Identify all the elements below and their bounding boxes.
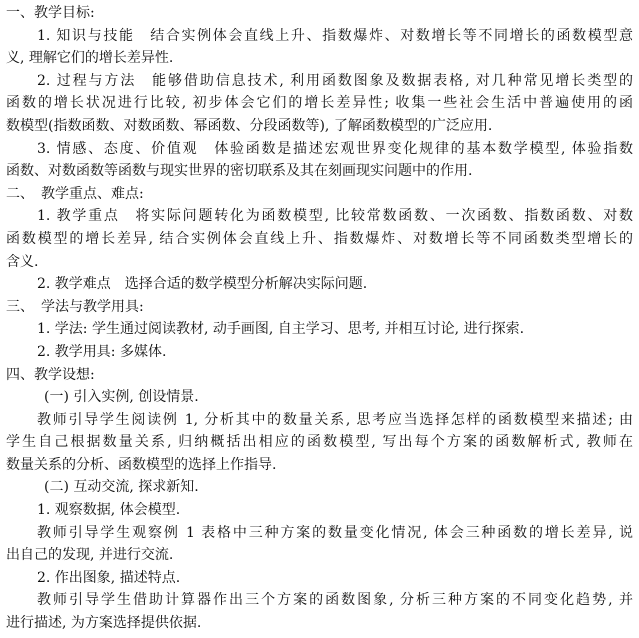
subsection-heading: (一) 引入实例, 创设情景. [44, 389, 199, 406]
paragraph-line: 含义. [6, 253, 39, 270]
section-heading-objectives: 一、教学目标: [6, 5, 95, 21]
paragraph-line: 教师引导学生阅读例 1, 分析其中的数量关系, 思考应当选择怎样的函数模型来描述; 由 [37, 411, 633, 428]
paragraph-line: 函数、对数函数等函数与现实世界的密切联系及其在刻画现实问题中的作用. [6, 163, 473, 180]
paragraph-line: 2. 过程与方法 能够借助信息技术, 利用函数图象及数据表格, 对几种常见增长类型的 [37, 72, 633, 89]
paragraph-line: 教师引导学生观察例 1 表格中三种方案的数量变化情况, 体会三种函数的增长差异, 说 [37, 524, 633, 541]
paragraph-line: 出自己的发现, 并进行交流. [6, 547, 174, 564]
paragraph-line: 1. 知识与技能 结合实例体会直线上升、指数爆炸、对数增长等不同增长的函数模型意 [37, 27, 633, 44]
paragraph-line: 2. 教学难点 选择合适的数学模型分析解决实际问题. [37, 276, 368, 293]
paragraph-line: 进行描述, 为方案选择提供依据. [6, 615, 202, 632]
paragraph-line: 数模型(指数函数、对数函数、幂函数、分段函数等), 了解函数模型的广泛应用. [6, 117, 493, 134]
paragraph-line: 数量关系的分析、函数模型的选择上作指导. [6, 456, 277, 473]
paragraph-line: 1. 学法: 学生通过阅读教材, 动手画图, 自主学习、思考, 并相互讨论, 进行探索. [37, 321, 525, 338]
paragraph-line: 函数模型的增长差异, 结合实例体会直线上升、指数爆炸、对数增长等不同函数类型增长的 [6, 230, 633, 247]
paragraph-line: 学生自己根据数量关系, 归纳概括出相应的函数模型, 写出每个方案的函数解析式, 教师在 [6, 434, 633, 451]
paragraph-line: 1. 教学重点 将实际问题转化为函数模型, 比较常数函数、一次函数、指数函数、对数 [37, 208, 633, 225]
paragraph-line: 3. 情感、态度、价值观 体验函数是描述宏观世界变化规律的基本数学模型, 体验指数 [37, 140, 633, 157]
paragraph-line: 2. 作出图象, 描述特点. [37, 569, 181, 586]
paragraph-line: 义, 理解它们的增长差异性. [6, 50, 174, 67]
paragraph-line: 教师引导学生借助计算器作出三个方案的函数图象, 分析三种方案的不同变化趋势, 并 [37, 592, 633, 609]
section-heading-key-points: 二、 教学重点、难点: [6, 185, 144, 202]
section-heading-methods: 三、 学法与教学用具: [6, 298, 144, 315]
paragraph-line: 2. 教学用具: 多媒体. [37, 343, 167, 360]
section-heading-design: 四、教学设想: [6, 366, 95, 383]
subsection-heading: (二) 互动交流, 探求新知. [44, 479, 199, 496]
paragraph-line: 函数的增长状况进行比较, 初步体会它们的增长差异性; 收集一些社会生活中普遍使用的函 [6, 95, 633, 112]
paragraph-line: 1. 观察数据, 体会模型. [37, 502, 181, 519]
